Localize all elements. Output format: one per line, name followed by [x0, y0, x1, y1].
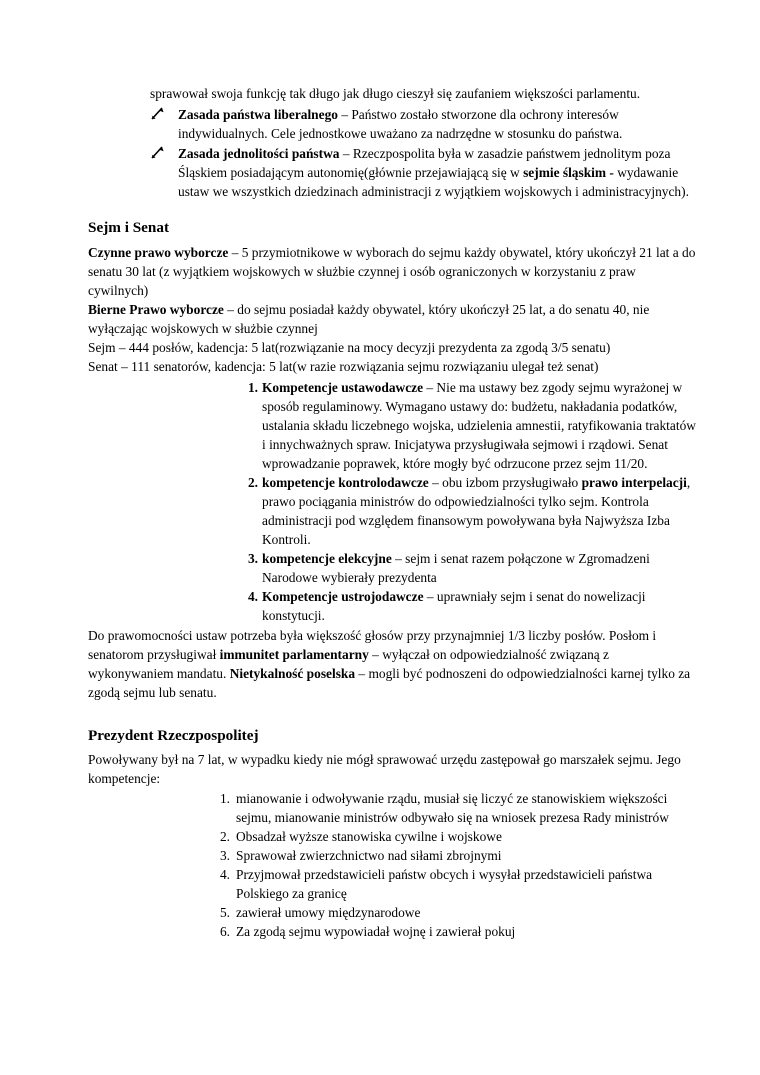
term-immunitet-parlamentarny: immunitet parlamentarny: [219, 647, 369, 663]
term-kompetencje-kontrolodawcze-text: – obu izbom przysługiwało: [428, 475, 582, 491]
term-state-unity: Zasada jednolitości państwa: [178, 146, 340, 162]
list-item-text: Za zgodą sejmu wypowiadał wojnę i zawierał pokuj: [236, 924, 516, 940]
paragraph-prezydent-intro: Powoływany był na 7 lat, w wypadku kiedy nie mógł sprawować urzędu zastępował go marszałek sejmu. Jego kompetencje:: [88, 752, 681, 787]
list-item-number: 1.: [219, 791, 230, 807]
paragraph-czynne-prawo: [88, 243, 696, 300]
list-item-text: mianowanie i odwoływanie rządu, musiał się liczyć ze stanowiskiem większości sejmu, mianowanie ministrów odbywało się na wniosek prezesa Rady ministrów: [236, 791, 669, 826]
term-liberal-state: Zasada państwa liberalnego: [178, 107, 338, 123]
list-item-number: 3.: [219, 848, 230, 864]
list-item: [208, 827, 696, 846]
list-item: [236, 549, 696, 587]
term-kompetencje-elekcyjne-text: – sejm i senat razem połączone w Zgromadzeni Narodowe wybierały prezydenta: [262, 551, 650, 586]
term-bierne-prawo: Bierne Prawo wyborcze: [88, 301, 224, 317]
paragraph-immunitet: [88, 626, 696, 702]
list-item-number: 1.: [247, 379, 258, 395]
section-heading-prezydent: Prezydent Rzeczpospolitej: [88, 726, 259, 744]
list-item: [236, 378, 696, 473]
list-item-number: 4.: [247, 589, 258, 605]
term-czynne-prawo: Czynne prawo wyborcze: [88, 244, 229, 260]
term-state-unity-text: – Rzeczpospolita była w zasadzie państwem jednolitym poza Śląskiem posiadającym autonomię(głównie przejawiającą się w: [178, 146, 671, 181]
paragraph-sejm-sklad: Sejm – 444 posłów, kadencja: 5 lat(rozwiązanie na mocy decyzji prezydenta za zgodą 3/5 senatu): [88, 339, 611, 355]
list-item: [208, 865, 696, 903]
term-liberal-state-text: – Państwo zostało stworzone dla ochrony interesów indywidualnych. Cele jednostkowe uważano za nadrzędne w stosunku do państwa.: [178, 107, 623, 142]
term-state-unity-text-after: wydawanie ustaw we wszystkich dziedzinach administracji z wyjątkiem wojskowych i administracyjnych).: [178, 165, 689, 200]
list-item: [236, 473, 696, 549]
arrow-bullet-icon: [150, 106, 166, 122]
list-item: [208, 922, 696, 941]
term-kompetencje-elekcyjne: kompetencje elekcyjne: [262, 551, 392, 567]
closing-text-3: – mogli być podnoszeni do odpowiedzialności karnej tylko za zgodą sejmu lub senatu.: [88, 666, 691, 701]
list-item: [208, 903, 696, 922]
list-item: [150, 105, 696, 143]
list-item: [208, 846, 696, 865]
list-item: [236, 587, 696, 625]
term-kompetencje-ustawodawcze-text: – Nie ma ustawy bez zgody sejmu wyrażonej w sposób regulaminowy. Wymagano ustawy do: budżetu, nakładania podatków, ustalania składu liczebnego wojska, udzielenia amnestii, ratyfikowania traktatów i innychważnych spraw. Inicjatywa przysługiwała sejmowi i rządowi. Senat wprowadzanie poprawek, które mogły być odrzucone przez sejm 11/20.: [262, 379, 696, 472]
term-kompetencje-ustawodawcze: Kompetencje ustawodawcze: [262, 379, 424, 395]
document-body: [88, 84, 696, 941]
term-czynne-prawo-text: – 5 przymiotnikowe w wyborach do sejmu każdy obywatel, który ukończył 21 lat a do senatu 30 lat (z wyjątkiem wojskowych w służbie czynnej i osób ograniczonych w korzystaniu z praw cywilnych): [88, 244, 696, 298]
closing-text-2: – wyłączał on odpowiedzialność związaną z wykonywaniem mandatu.: [88, 647, 609, 682]
term-silesian-sejm: sejmie śląskim -: [523, 165, 618, 181]
list-item-number: 3.: [247, 551, 258, 567]
arrow-bullet-icon: [150, 145, 166, 161]
term-kompetencje-kontrolodawcze: kompetencje kontrolodawcze: [262, 475, 429, 491]
list-item-number: 6.: [219, 924, 230, 940]
list-item: [150, 144, 696, 201]
list-item-text: Przyjmował przedstawicieli państw obcych i wysyłał przedstawicieli państwa Polskiego za granicę: [236, 867, 653, 902]
competences-list: [88, 378, 696, 625]
section-heading-sejm-senat: Sejm i Senat: [88, 219, 169, 237]
term-nietykalnosc-poselska: Nietykalność poselska: [229, 666, 356, 682]
term-kompetencje-ustrojodawcze-text: – uprawniały sejm i senat do nowelizacji konstytucji.: [262, 589, 646, 624]
paragraph-bierne-prawo: [88, 300, 696, 338]
list-item: [208, 789, 696, 827]
list-item-number: 4.: [219, 867, 230, 883]
term-kompetencje-ustrojodawcze: Kompetencje ustrojodawcze: [262, 589, 424, 605]
list-item-text: zawierał umowy międzynarodowe: [236, 905, 421, 921]
list-item-text: Sprawował zwierzchnictwo nad siłami zbrojnymi: [236, 848, 502, 864]
list-item-text: Obsadzał wyższe stanowiska cywilne i wojskowe: [236, 829, 502, 845]
president-powers-list: [88, 789, 696, 941]
list-item-number: 2.: [247, 475, 258, 491]
paragraph-senat-sklad: Senat – 111 senatorów, kadencja: 5 lat(w razie rozwiązania sejmu rozwiązaniu ulegał też senat): [88, 358, 599, 374]
term-prawo-interpelacji: prawo interpelacji: [581, 475, 687, 491]
list-item-number: 2.: [219, 829, 230, 845]
term-kompetencje-kontrolodawcze-text-after: , prawo pociągania ministrów do odpowiedzialności tylko sejm. Kontrola administracji pod względem finansowym powoływana była Najwyższa Izba Kontroli.: [262, 475, 691, 548]
list-item-number: 5.: [219, 905, 230, 921]
closing-text-1: Do prawomocności ustaw potrzeba była większość głosów przy przynajmniej 1/3 liczby posłów. Posłom i senatorom przysługiwał: [88, 628, 657, 663]
intro-paragraph: sprawował swoja funkcję tak długo jak długo cieszył się zaufaniem większości parlamentu.: [150, 86, 641, 101]
term-bierne-prawo-text: – do sejmu posiadał każdy obywatel, który ukończył 25 lat, a do senatu 40, nie wyłączając wojskowych w służbie czynnej: [88, 301, 650, 336]
